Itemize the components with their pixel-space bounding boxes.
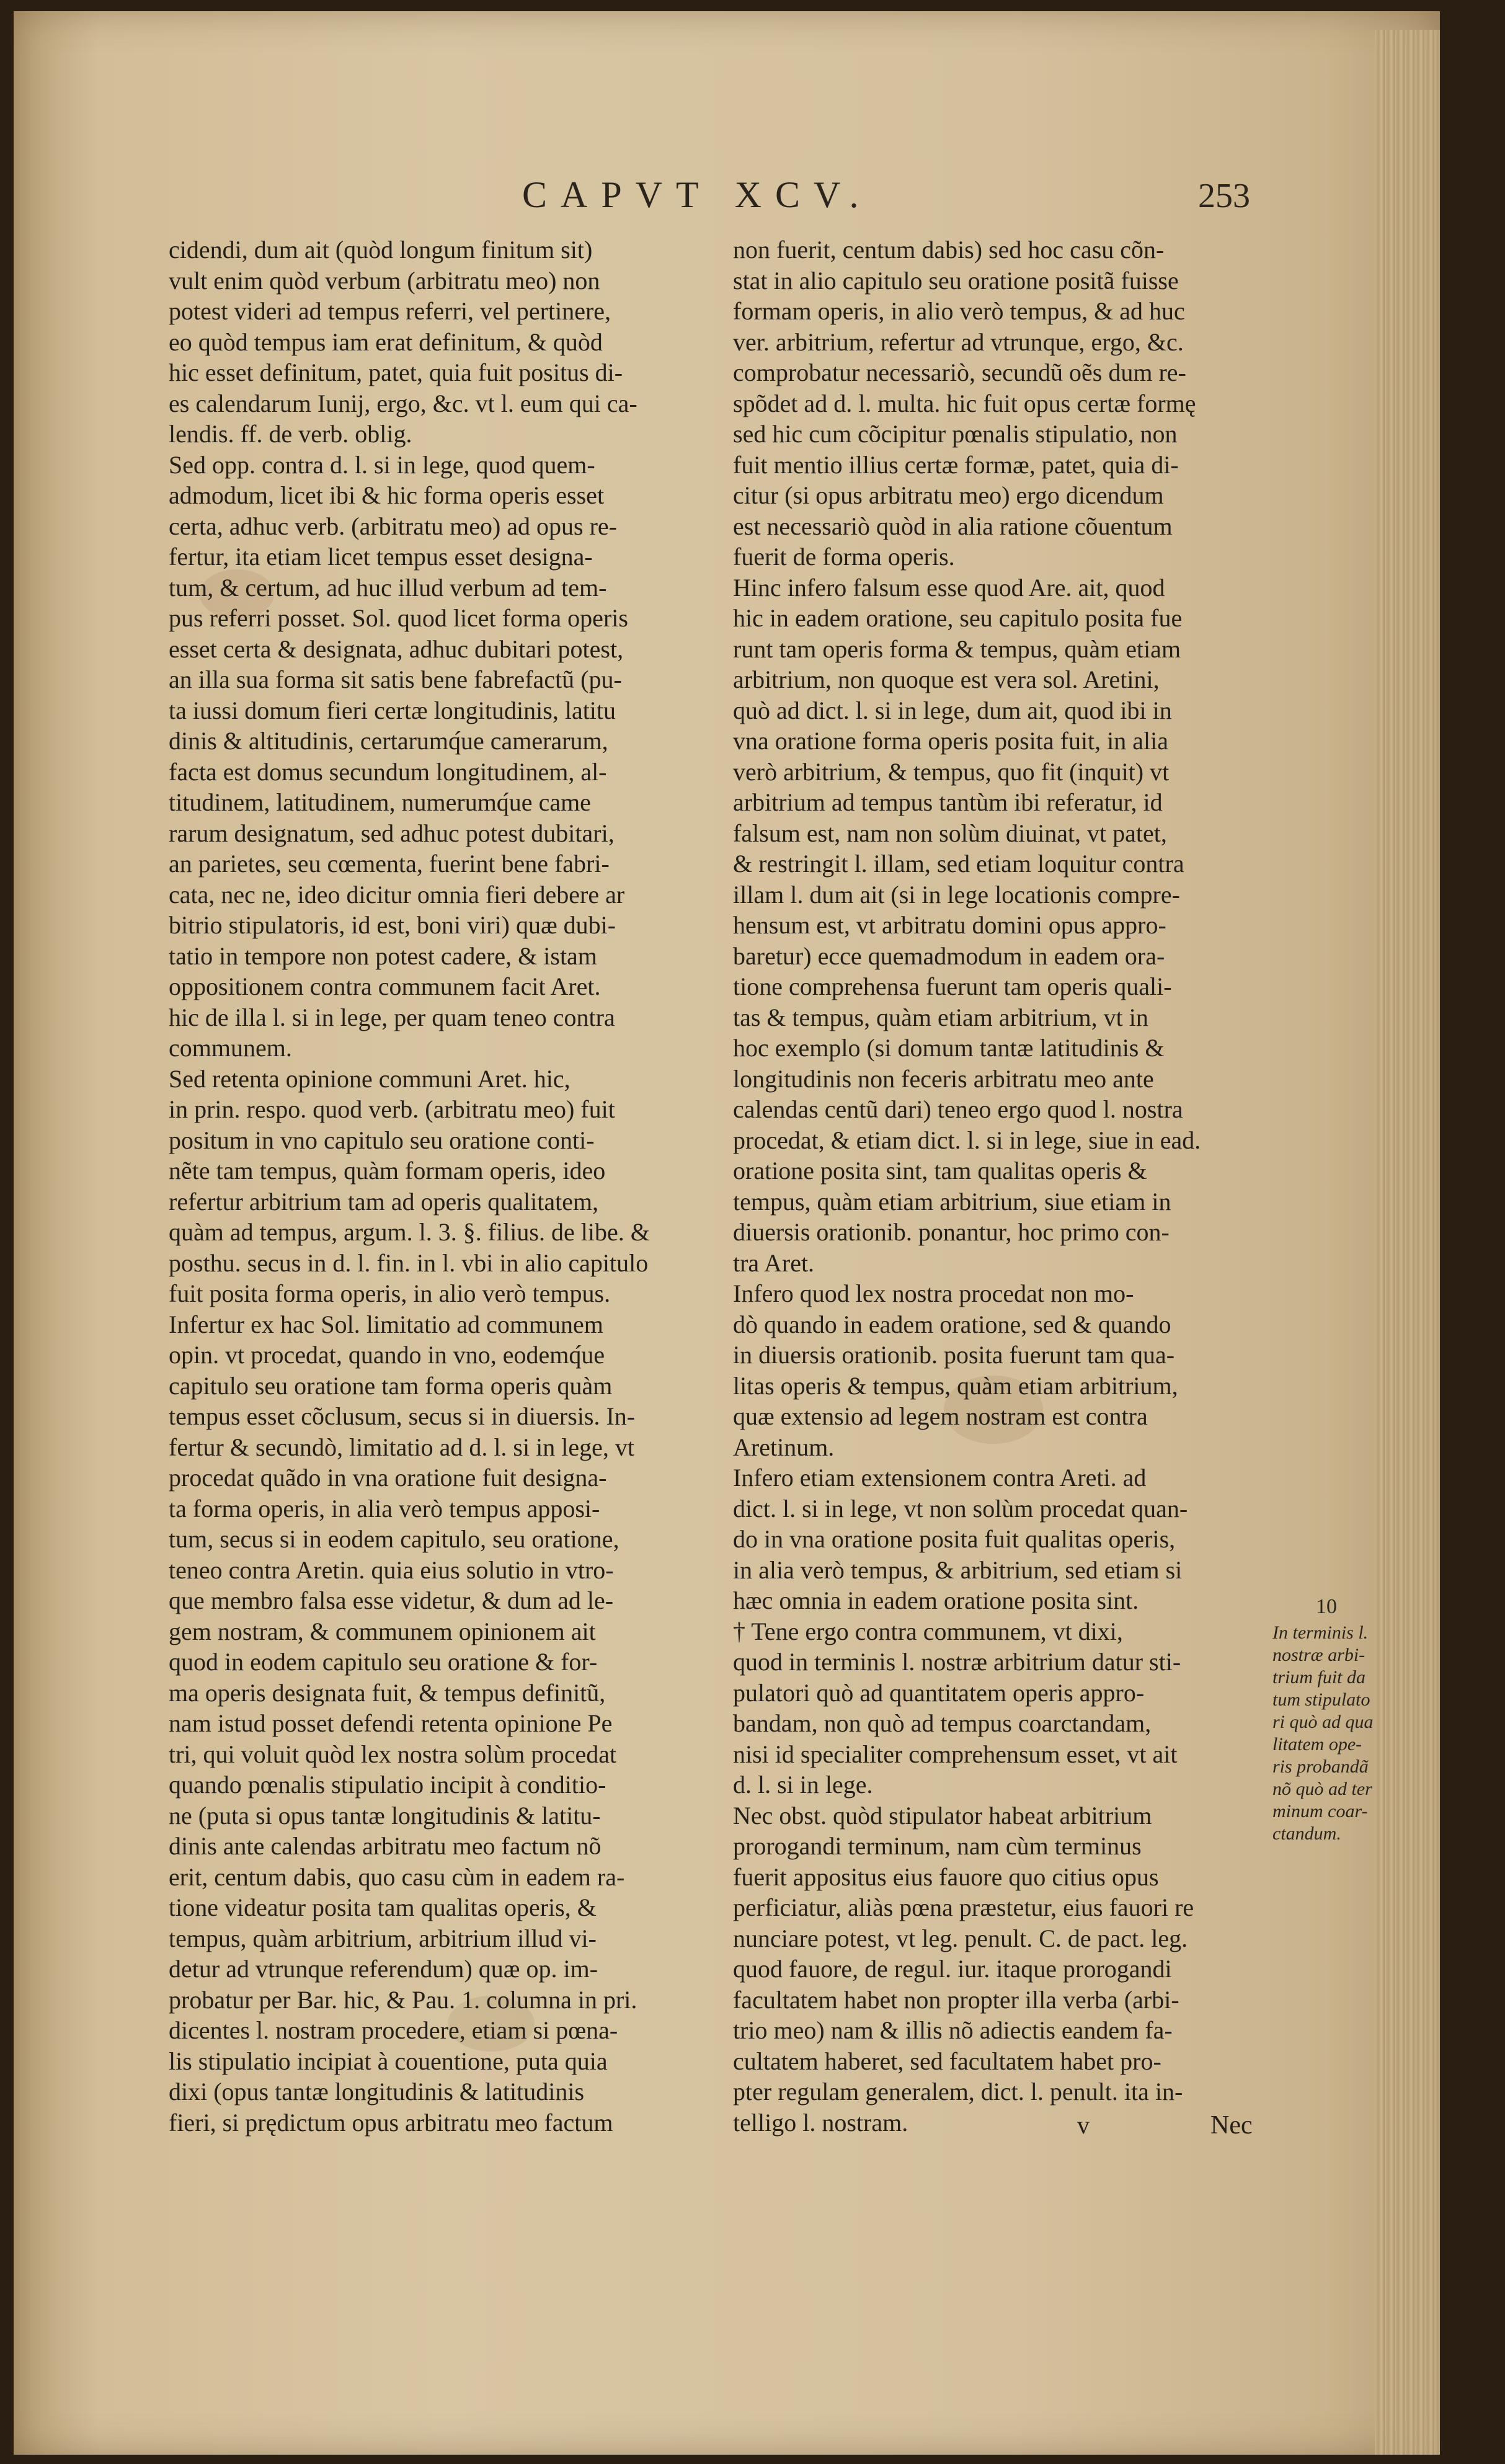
text-line: ta forma operis, in alia verò tempus apposi- (169, 1494, 600, 1523)
text-line: detur ad vtrunque referendum) quæ op. im- (169, 1955, 598, 1983)
text-line: cata, nec ne, ideo dicitur omnia fieri debere ar (169, 880, 625, 909)
text-line: facultatem habet non propter illa verba (arbi- (733, 1985, 1179, 2014)
text-line: arbitrium ad tempus tantùm ibi referatur, id (733, 788, 1163, 816)
text-line: dinis & altitudinis, certarumq́ue camerarum, (169, 727, 608, 755)
text-line: fertur & secundò, limitatio ad d. l. si in lege, vt (169, 1433, 634, 1461)
text-line: tatio in tempore non potest cadere, & istam (169, 941, 597, 970)
text-line: d. l. si in lege. (733, 1771, 873, 1799)
text-line: verò arbitrium, & tempus, quo fit (inquit) vt (733, 757, 1170, 786)
text-line: dict. l. si in lege, vt non solùm procedat quan- (733, 1494, 1188, 1523)
marginal-note-line: In terminis l. (1272, 1622, 1369, 1643)
page-footer (14, 2110, 1440, 2148)
text-line: comprobatur necessariò, secundũ oẽs dum re- (733, 358, 1186, 386)
text-line: Infero etiam extensionem contra Areti. ad (733, 1464, 1147, 1492)
text-line: in prin. respo. quod verb. (arbitratu meo) fuit (169, 1095, 615, 1123)
signature-mark: v (1077, 2111, 1090, 2139)
text-line: dixi (opus tantæ longitudinis & latitudinis (169, 2078, 585, 2106)
marginal-note-line: ri quò ad qua (1272, 1712, 1374, 1732)
text-line: pus referri posset. Sol. quod licet forma operis (169, 604, 628, 632)
text-line: oratione posita sint, tam qualitas operis & (733, 1157, 1147, 1185)
text-line: quàm ad tempus, argum. l. 3. §. filius. de libe. & (169, 1218, 650, 1246)
text-line: erit, centum dabis, quo casu cùm in eadem ra- (169, 1862, 625, 1891)
text-line: tra Aret. (733, 1248, 815, 1277)
book-page (14, 11, 1440, 2455)
text-line: falsum est, nam non solùm diuinat, vt patet, (733, 819, 1167, 847)
text-line: cidendi, dum ait (quòd longum finitum sit) (169, 236, 593, 264)
text-line: admodum, licet ibi & hic forma operis esset (169, 481, 605, 509)
text-line: quod in eodem capitulo seu oratione & for- (169, 1648, 598, 1676)
text-line: arbitrium, non quoque est vera sol. Aretini, (733, 665, 1160, 693)
text-line: Sed opp. contra d. l. si in lege, quod quem- (169, 450, 595, 479)
text-line: an parietes, seu cœmenta, fuerint bene fabri- (169, 850, 610, 878)
text-line: diuersis orationib. ponantur, hoc primo con- (733, 1218, 1170, 1246)
text-line: Aretinum. (733, 1433, 835, 1461)
text-line: bitrio stipulatoris, id est, boni viri) quæ dubi- (169, 911, 616, 939)
text-line: formam operis, in alio verò tempus, & ad huc (733, 297, 1185, 325)
text-line: bandam, non quò ad tempus coarctandam, (733, 1709, 1152, 1737)
text-line: cultatem haberet, sed facultatem habet pro- (733, 2047, 1161, 2075)
text-line: sed hic cum cõcipitur pœnalis stipulatio, non (733, 420, 1178, 448)
text-line: quando pœnalis stipulatio incipit à conditio- (169, 1771, 606, 1799)
text-line: potest videri ad tempus referri, vel pertinere, (169, 297, 611, 325)
marginal-note-line: ris probandã (1272, 1756, 1369, 1777)
text-line: est necessariò quòd in alia ratione cõuentum (733, 512, 1173, 540)
text-line: lendis. ff. de verb. oblig. (169, 420, 412, 448)
text-line: nunciare potest, vt leg. penult. C. de pact. leg. (733, 1924, 1188, 1952)
marginal-note-number: 10 (1316, 1595, 1337, 1618)
text-line: titudinem, latitudinem, numerumq́ue came (169, 788, 591, 816)
text-line: tri, qui voluit quòd lex nostra solùm procedat (169, 1740, 617, 1768)
text-line: certa, adhuc verb. (arbitratu meo) ad opus re- (169, 512, 617, 540)
text-line: ver. arbitrium, refertur ad vtrunque, ergo, &c. (733, 327, 1184, 356)
text-line: dinis ante calendas arbitratu meo factum nõ (169, 1832, 602, 1860)
text-line: in diuersis orationib. posita fuerunt tam qua- (733, 1341, 1175, 1369)
text-line: fuerit appositus eius fauore quo citius opus (733, 1862, 1159, 1891)
text-line: gem nostram, & communem opinionem ait (169, 1617, 596, 1645)
text-line: non fuerit, centum dabis) sed hoc casu cõn- (733, 236, 1165, 264)
marginal-note-line: minum coar- (1272, 1801, 1368, 1821)
text-line: runt tam operis forma & tempus, quàm etiam (733, 634, 1181, 663)
text-line: pter regulam generalem, dict. l. penult. ita in- (733, 2078, 1183, 2106)
text-line: tum, secus si in eodem capitulo, seu oratione, (169, 1525, 619, 1553)
text-line: eo quòd tempus iam erat definitum, & quòd (169, 327, 603, 356)
text-line: Sed retenta opinione communi Aret. hic, (169, 1064, 570, 1093)
text-line: telligo l. nostram. (733, 2108, 908, 2137)
text-line: fieri, si prędictum opus arbitratu meo factum (169, 2108, 613, 2137)
text-line: tas & tempus, quàm etiam arbitrium, vt in (733, 1003, 1148, 1031)
marginal-note-line: tum stipulato (1272, 1689, 1370, 1710)
text-line: refertur arbitrium tam ad operis qualitatem, (169, 1187, 599, 1216)
text-line: fuit mentio illius certæ formæ, patet, quia di- (733, 450, 1179, 479)
text-line: capitulo seu oratione tam forma operis quàm (169, 1371, 613, 1400)
text-line: ma operis designata fuit, & tempus definitũ, (169, 1678, 606, 1707)
text-line: opin. vt procedat, quando in vno, eodemq́ue (169, 1341, 605, 1369)
text-line: perficiatur, aliàs pœna præstetur, eius fauori re (733, 1893, 1194, 1921)
marginal-note (1272, 1596, 1396, 1845)
text-line: positum in vno capitulo seu oratione conti- (169, 1126, 595, 1154)
text-line: tempus, quàm etiam arbitrium, siue etiam in (733, 1187, 1171, 1216)
marginal-note-line: litatem ope- (1272, 1734, 1362, 1755)
text-line: in alia verò tempus, & arbitrium, sed etiam si (733, 1555, 1183, 1584)
text-line: dicentes l. nostram procedere, etiam si pœna- (169, 2016, 618, 2044)
text-line: Infero quod lex nostra procedat non mo- (733, 1279, 1134, 1307)
text-line: ne (puta si opus tantæ longitudinis & latitu- (169, 1801, 601, 1830)
text-line: nisi id specialiter comprehensum esset, vt ait (733, 1740, 1178, 1768)
text-line: fertur, ita etiam licet tempus esset designa- (169, 543, 593, 571)
text-line: longitudinis non feceris arbitratu meo ante (733, 1064, 1154, 1093)
text-line: hic de illa l. si in lege, per quam teneo contra (169, 1003, 615, 1031)
text-line: tione videatur posita tam qualitas operis, & (169, 1893, 597, 1921)
text-line: hæc omnia in eadem oratione posita sint. (733, 1586, 1139, 1614)
text-line: probatur per Bar. hic, & Pau. 1. columna in pri. (169, 1985, 637, 2014)
page-edges (1375, 30, 1440, 2455)
text-line: Hinc infero falsum esse quod Are. ait, quod (733, 573, 1165, 602)
right-text-column (733, 234, 1260, 2138)
marginal-note-line: ctandum. (1272, 1823, 1341, 1844)
text-line: do in vna oratione posita fuit qualitas operis, (733, 1525, 1176, 1553)
marginal-note-text (1272, 1622, 1396, 1845)
text-line: tione comprehensa fuerunt tam operis quali- (733, 972, 1172, 1000)
marginal-note-line: trium fuit da (1272, 1667, 1366, 1688)
text-line: prorogandi terminum, nam cùm terminus (733, 1832, 1142, 1860)
left-text-column (169, 234, 696, 2138)
text-line: vult enim quòd verbum (arbitratu meo) non (169, 266, 600, 295)
text-line: Nec obst. quòd stipulator habeat arbitrium (733, 1801, 1152, 1830)
text-line: quod fauore, de regul. iur. itaque prorogandi (733, 1955, 1172, 1983)
text-line: an illa sua forma sit satis bene fabrefactũ (pu- (169, 665, 622, 693)
text-line: procedat quãdo in vna oratione fuit designa- (169, 1464, 607, 1492)
text-line: hic in eadem oratione, seu capitulo posita fue (733, 604, 1183, 632)
text-line: vna oratione forma operis posita fuit, in alia (733, 727, 1169, 755)
running-header (14, 174, 1440, 223)
text-line: tempus, quàm arbitrium, arbitrium illud vi- (169, 1924, 597, 1952)
text-line: tum, & certum, ad huc illud verbum ad tem- (169, 573, 607, 602)
text-line: dò quando in eadem oratione, sed & quando (733, 1310, 1171, 1338)
text-line: fuit posita forma operis, in alio verò tempus. (169, 1279, 611, 1307)
marginal-note-line: nostræ arbi- (1272, 1645, 1365, 1665)
text-line: quæ extensio ad legem nostram est contra (733, 1402, 1148, 1430)
text-line: pulatori quò ad quantitatem operis appro- (733, 1678, 1145, 1707)
text-line: hic esset definitum, patet, quia fuit positus di- (169, 358, 623, 386)
text-line: nam istud posset defendi retenta opinione Pe (169, 1709, 613, 1737)
text-line: nẽte tam tempus, quàm formam operis, ideo (169, 1157, 606, 1185)
text-line: & restringit l. illam, sed etiam loquitur contra (733, 850, 1184, 878)
text-line: Infertur ex hac Sol. limitatio ad communem (169, 1310, 603, 1338)
text-line: stat in alio capitulo seu oratione positã fuisse (733, 266, 1179, 295)
text-line: esset certa & designata, adhuc dubitari potest, (169, 634, 624, 663)
text-line: hensum est, vt arbitratu domini opus appro- (733, 911, 1166, 939)
text-line: que membro falsa esse videtur, & dum ad le- (169, 1586, 614, 1614)
catchword: Nec (1210, 2111, 1253, 2140)
text-line: communem. (169, 1034, 292, 1062)
marginal-note-line: nõ quò ad ter (1272, 1779, 1372, 1799)
text-line: quò ad dict. l. si in lege, dum ait, quod ibi in (733, 696, 1172, 724)
text-line: fuerit de forma operis. (733, 543, 955, 571)
text-line: ta iussi domum fieri certæ longitudinis, latitu (169, 696, 616, 724)
chapter-title: CAPVT XCV. (522, 174, 872, 215)
text-line: calendas centũ dari) teneo ergo quod l. nostra (733, 1095, 1183, 1123)
text-line: posthu. secus in d. l. fin. in l. vbi in alio capitulo (169, 1248, 649, 1277)
text-line: spõdet ad d. l. multa. hic fuit opus certæ formę (733, 389, 1196, 417)
page-number: 253 (1198, 177, 1250, 215)
text-line: procedat, & etiam dict. l. si in lege, siue in ead. (733, 1126, 1201, 1154)
text-line: tempus esset cõclusum, secus si in diuersis. In- (169, 1402, 636, 1430)
text-line: oppositionem contra communem facit Aret. (169, 972, 601, 1000)
text-line: illam l. dum ait (si in lege locationis compre- (733, 880, 1180, 909)
text-line: baretur) ecce quemadmodum in eadem ora- (733, 941, 1165, 970)
text-line: litas operis & tempus, quàm etiam arbitrium, (733, 1371, 1178, 1400)
text-line: es calendarum Iunij, ergo, &c. vt l. eum qui ca- (169, 389, 637, 417)
text-line: trio meo) nam & illis nõ adiectis eandem fa- (733, 2016, 1173, 2044)
text-line: facta est domus secundum longitudinem, al- (169, 757, 607, 786)
text-line: hoc exemplo (si domum tantæ latitudinis & (733, 1034, 1165, 1062)
text-line: rarum designatum, sed adhuc potest dubitari, (169, 819, 615, 847)
text-line: lis stipulatio incipiat à couentione, puta quia (169, 2047, 608, 2075)
text-line: † Tene ergo contra communem, vt dixi, (733, 1617, 1123, 1645)
text-line: teneo contra Aretin. quia eius solutio in vtro- (169, 1555, 614, 1584)
text-line: quod in terminis l. nostræ arbitrium datur sti- (733, 1648, 1181, 1676)
text-line: citur (si opus arbitratu meo) ergo dicendum (733, 481, 1164, 509)
